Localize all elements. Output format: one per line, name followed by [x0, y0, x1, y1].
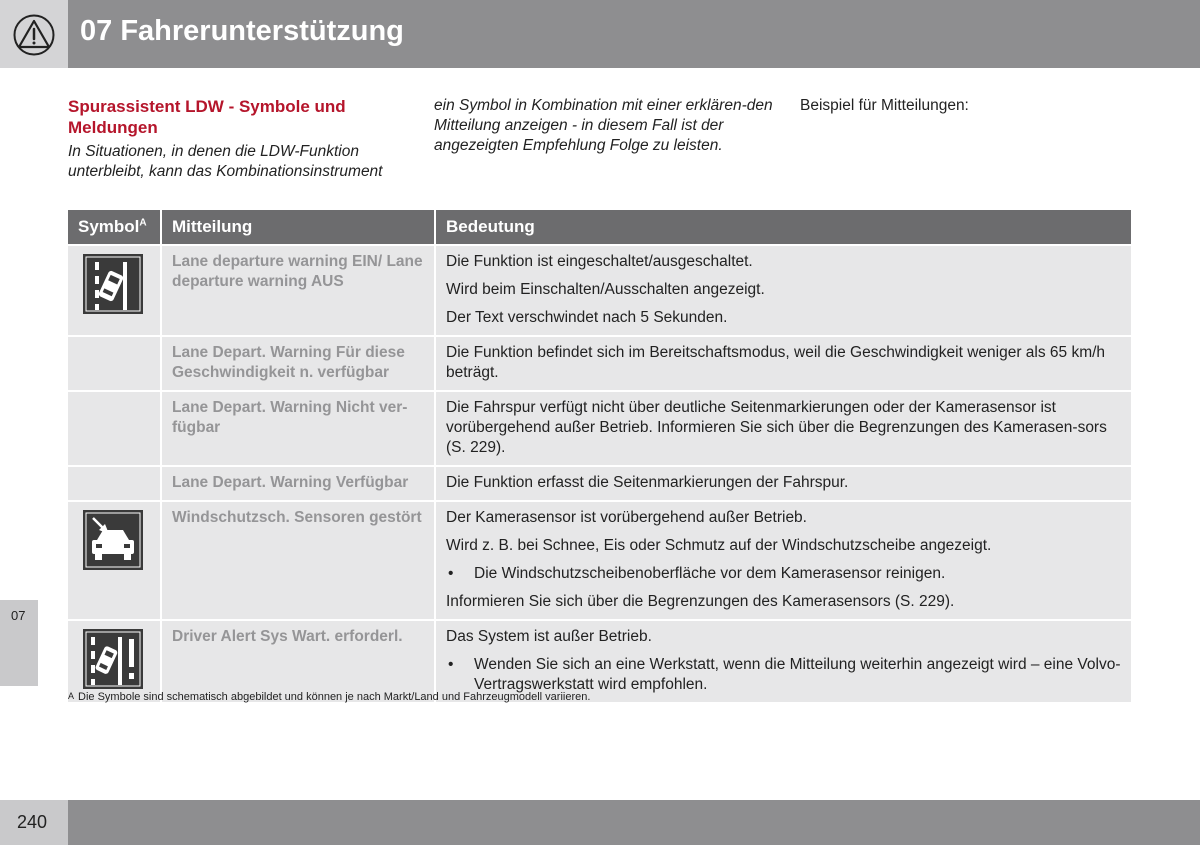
message-cell — [161, 391, 435, 466]
table-row — [68, 391, 1131, 466]
symbol-cell — [68, 391, 161, 466]
message-cell — [161, 501, 435, 620]
intro-text: In Situationen, in denen die LDW-Funktion unterbleibt, kann das Kombinationsinstrument — [68, 143, 383, 180]
footnote-mark: A — [68, 691, 75, 701]
meaning-cell — [435, 245, 1131, 336]
table-row — [68, 466, 1131, 501]
message-cell — [161, 466, 435, 501]
header-meaning: Bedeutung — [435, 210, 1131, 245]
symbol-cell — [68, 466, 161, 501]
side-tab-label: 07 — [11, 608, 26, 623]
meaning-text: Die Funktion befindet sich im Bereitschaftsmodus, weil die Geschwindigkeit weniger als 65 km/h beträgt. — [446, 344, 1106, 381]
symbol-cell — [68, 245, 161, 336]
section-title: Spurassistent LDW - Symbole und Meldungen — [68, 97, 346, 137]
symbol-cell — [68, 336, 161, 391]
meaning-text: Das System ist außer Betrieb. — [446, 628, 652, 645]
bullet-dot: • — [448, 656, 454, 673]
footnote — [68, 691, 590, 703]
message-text: Windschutzsch. Sensoren gestört — [172, 509, 422, 526]
table-row — [68, 245, 1131, 336]
footer-bar — [68, 800, 1200, 845]
windshield-sensor-icon — [83, 510, 143, 570]
example-label: Beispiel für Mitteilungen: — [800, 97, 969, 114]
message-text: Lane Depart. Warning Für diese Geschwindigkeit n. verfügbar — [172, 344, 405, 381]
message-text: Lane Depart. Warning Nicht ver-fügbar — [172, 399, 408, 436]
bullet-dot: • — [448, 565, 454, 582]
bullet-item — [446, 655, 1121, 695]
intro-continuation: ein Symbol in Kombination mit einer erklären-den Mitteilung anzeigen - in diesem Fall ist der angezeigten Empfehlung Folge zu leisten. — [434, 97, 773, 154]
meaning-cell — [435, 336, 1131, 391]
meaning-text: Die Funktion erfasst die Seitenmarkierungen der Fahrspur. — [446, 474, 849, 491]
message-text: Lane Depart. Warning Verfügbar — [172, 474, 409, 491]
meaning-text: Wird z. B. bei Schnee, Eis oder Schmutz auf der Windschutzscheibe angezeigt. — [446, 537, 992, 554]
meaning-cell — [435, 391, 1131, 466]
bullet-text: Die Windschutzscheibenoberfläche vor dem Kamerasensor reinigen. — [474, 565, 946, 582]
message-text: Lane departure warning EIN/ Lane departure warning AUS — [172, 253, 423, 290]
message-cell — [161, 336, 435, 391]
meaning-text: Informieren Sie sich über die Begrenzungen des Kamerasensors (S. 229). — [446, 593, 955, 610]
page-number-box — [0, 800, 68, 845]
footnote-text: Die Symbole sind schematisch abgebildet und können je nach Markt/Land und Fahrzeugmodell variieren. — [78, 691, 591, 703]
meaning-text: Die Fahrspur verfügt nicht über deutliche Seitenmarkierungen oder der Kamerasensor ist vorübergehend außer Betrieb. Informieren Sie sich über die Begrenzungen des Kamerasen-sors (S. 229). — [446, 399, 1107, 456]
meaning-text: Der Kamerasensor ist vorübergehend außer Betrieb. — [446, 509, 807, 526]
message-text: Driver Alert Sys Wart. erforderl. — [172, 628, 403, 645]
header-symbol-footnote-ref: A — [139, 217, 147, 229]
chapter-side-tab — [0, 600, 38, 686]
table-row — [68, 501, 1131, 620]
chapter-title: 07 Fahrerunterstützung — [80, 15, 404, 47]
intro-column-1 — [68, 96, 418, 182]
meaning-text: Wird beim Einschalten/Ausschalten angezeigt. — [446, 281, 765, 298]
header-message: Mitteilung — [161, 210, 435, 245]
meaning-text: Die Funktion ist eingeschaltet/ausgeschaltet. — [446, 253, 753, 270]
bullet-item — [446, 564, 1121, 584]
meaning-text: Der Text verschwindet nach 5 Sekunden. — [446, 309, 728, 326]
table-row — [68, 336, 1131, 391]
header-symbol-label: Symbol — [78, 217, 140, 236]
header-icon-box — [0, 0, 68, 68]
messages-table — [68, 210, 1131, 704]
message-cell — [161, 245, 435, 336]
warning-triangle-icon — [13, 14, 55, 56]
page-number: 240 — [17, 812, 48, 832]
meaning-cell — [435, 501, 1131, 620]
symbol-cell — [68, 501, 161, 620]
header-symbol — [68, 210, 161, 245]
header-bar — [0, 0, 1200, 68]
meaning-cell — [435, 466, 1131, 501]
bullet-text: Wenden Sie sich an eine Werkstatt, wenn die Mitteilung weiterhin angezeigt wird – eine Volvo-Vertragswerkstatt wird empfohlen. — [474, 656, 1121, 693]
lane-departure-fault-icon — [83, 629, 143, 689]
lane-departure-icon — [83, 254, 143, 314]
table-header-row — [68, 210, 1131, 245]
